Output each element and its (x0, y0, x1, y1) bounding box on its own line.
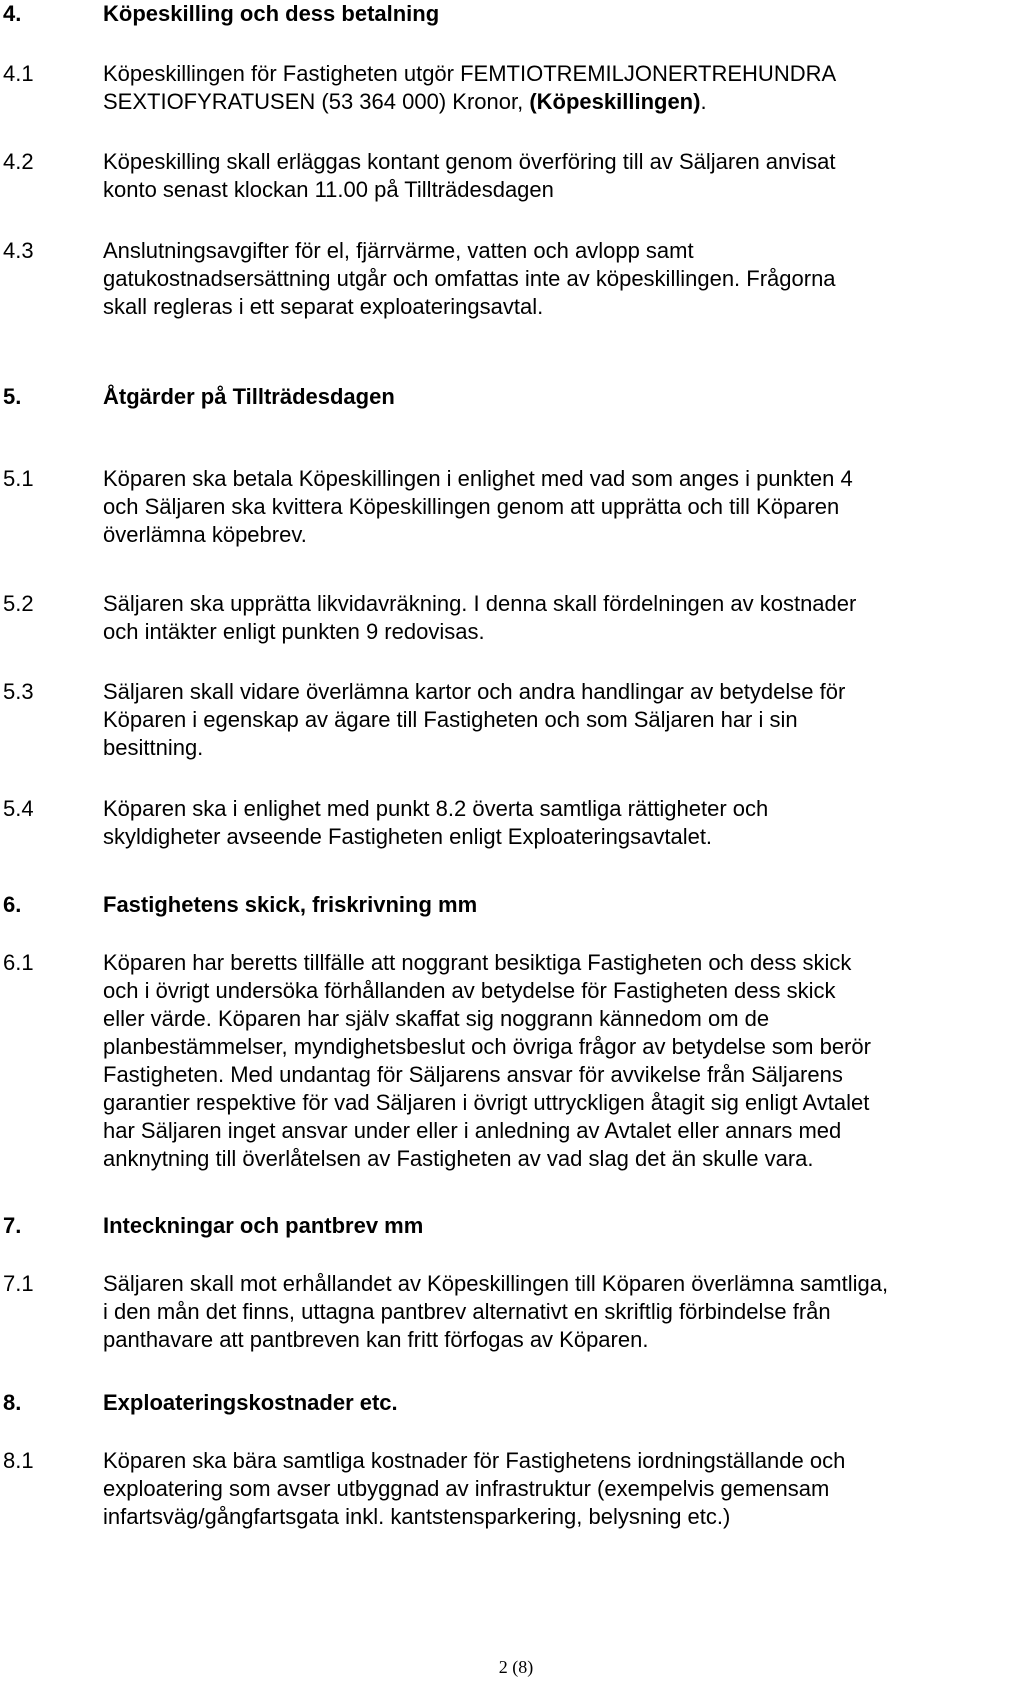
clause-text: Köparen har beretts tillfälle att noggrant besiktiga Fastigheten och dess skick och i övrigt undersöka förhållanden av betydelse för Fastigheten dess skick eller värde. Köparen har själv skaffat sig noggrann kännedom om de planbestämmelser, myndighetsbeslut och övriga frågor av betydelse som berör Fastigheten. Med undantag för Säljarens ansvar för avvikelse från Säljarens garantier respektive för vad Säljaren i övrigt uttryckligen åtagit sig enligt Avtalet har Säljaren inget ansvar under eller i anledning av Avtalet eller annars med anknytning till överlåtelsen av Fastigheten av vad slag det än skulle vara. (103, 950, 871, 1171)
clause-text: Köparen ska bära samtliga kostnader för Fastighetens iordningställande och exploatering som avser utbyggnad av infrastruktur (exempelvis gemensam infartsväg/gångfartsgata inkl. kantstensparkering, belysning etc.) (103, 1448, 846, 1529)
clause-number: 5.2 (3, 591, 34, 616)
clause-number: 5.1 (3, 466, 34, 491)
clause-text: Säljaren skall mot erhållandet av Köpeskillingen till Köparen överlämna samtliga, i den mån det finns, uttagna pantbrev alternativt en skriftlig förbindelse från panthavare att pantbreven kan fritt förfogas av Köparen. (103, 1271, 889, 1352)
clause-text-end: . (700, 89, 707, 114)
clause-text (103, 60, 1021, 116)
clause-text: Säljaren ska upprätta likvidavräkning. I denna skall fördelningen av kostnader och intäkter enligt punkten 9 redovisas. (103, 591, 857, 644)
section-title: Åtgärder på Tillträdesdagen (103, 384, 395, 409)
clause-number: 4.1 (3, 61, 34, 86)
clause-number: 5.3 (3, 679, 34, 704)
clause-text: Säljaren skall vidare överlämna kartor och andra handlingar av betydelse för Köparen i egenskap av ägare till Fastigheten och som Säljaren har i sin besittning. (103, 679, 846, 760)
clause-number: 6.1 (3, 950, 34, 975)
clause-text: Köparen ska i enlighet med punkt 8.2 överta samtliga rättigheter och skyldigheter avseende Fastigheten enligt Exploateringsavtalet. (103, 796, 769, 849)
clause-number: 8.1 (3, 1448, 34, 1473)
section-title: Köpeskilling och dess betalning (103, 1, 440, 26)
section-number: 4. (3, 1, 22, 26)
clause-number: 5.4 (3, 796, 34, 821)
section-number: 5. (3, 384, 22, 409)
clause-text: Köparen ska betala Köpeskillingen i enlighet med vad som anges i punkten 4 och Säljaren ska kvittera Köpeskillingen genom att upprätta och till Köparen överlämna köpebrev. (103, 466, 853, 547)
section-title: Fastighetens skick, friskrivning mm (103, 892, 478, 917)
section-number: 7. (3, 1213, 22, 1238)
section-number: 6. (3, 892, 22, 917)
clause-number: 4.3 (3, 238, 34, 263)
clause-text: Anslutningsavgifter för el, fjärrvärme, vatten och avlopp samt gatukostnadsersättning utgår och omfattas inte av köpeskillingen. Frågorna skall regleras i ett separat exploateringsavtal. (103, 238, 836, 319)
section-title: Inteckningar och pantbrev mm (103, 1213, 424, 1238)
clause-text-plain: Köpeskillingen för Fastigheten utgör FEMTIOTREMILJONERTREHUNDRA SEXTIOFYRATUSEN (53 364 000) Kronor, (103, 61, 837, 114)
clause-text-bold: (Köpeskillingen) (529, 89, 701, 114)
clause-text: Köpeskilling skall erläggas kontant genom överföring till av Säljaren anvisat konto senast klockan 11.00 på Tillträdesdagen (103, 149, 836, 202)
clause-number: 4.2 (3, 149, 34, 174)
clause-number: 7.1 (3, 1271, 34, 1296)
page-number: 2 (8) (498, 1657, 534, 1677)
section-title: Exploateringskostnader etc. (103, 1390, 398, 1415)
section-number: 8. (3, 1390, 22, 1415)
